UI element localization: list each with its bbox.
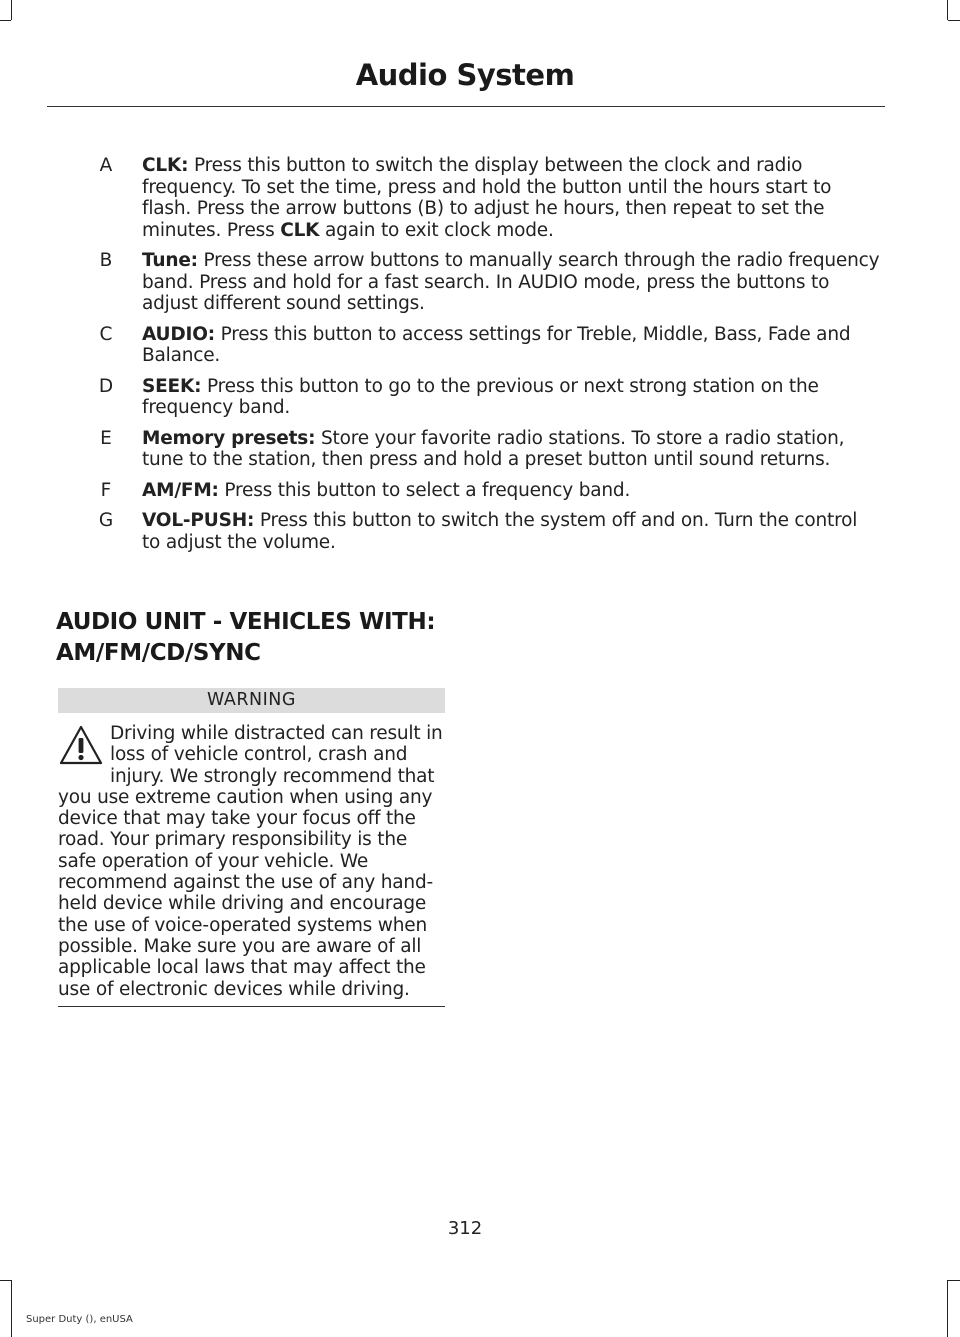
legend-letter: E	[100, 427, 112, 449]
legend-description	[142, 510, 880, 553]
legend-item	[70, 324, 880, 367]
legend-description	[142, 428, 880, 471]
legend-item	[70, 510, 880, 553]
legend-term: CLK:	[142, 155, 189, 176]
crop-mark	[0, 1280, 11, 1281]
legend-term: Memory presets:	[142, 427, 316, 449]
warning-divider	[58, 1006, 445, 1007]
crop-mark	[948, 1280, 960, 1281]
crop-mark	[11, 1280, 12, 1337]
legend-item	[70, 376, 880, 419]
page-number: 312	[447, 1218, 483, 1239]
legend-letter: A	[99, 155, 113, 176]
legend-description	[142, 155, 880, 241]
legend-letter: F	[100, 479, 112, 501]
legend-term: AM/FM:	[142, 479, 219, 501]
crop-mark	[947, 1280, 948, 1337]
legend-term: Tune:	[142, 250, 198, 271]
legend-body: Press this button to switch the system off and on. Turn the control to adjust the volume.	[142, 510, 858, 553]
legend-letter: C	[99, 323, 113, 345]
legend-body: Press these arrow buttons to manually search through the radio frequency band. Press and hold for a fast search. In AUDIO mode, press the buttons to adjust different sound settings.	[142, 250, 880, 314]
legend-item	[70, 250, 880, 315]
legend-description	[142, 250, 880, 315]
legend-body: Store your favorite radio stations. To store a radio station, tune to the station, then press and hold a preset button until sound returns.	[142, 427, 845, 470]
legend-term: SEEK:	[142, 375, 202, 397]
legend-term: CLK	[280, 219, 320, 241]
crop-mark	[947, 0, 948, 20]
legend-body: again to exit clock mode.	[319, 219, 554, 241]
warning-label: WARNING	[58, 688, 445, 713]
crop-mark	[0, 20, 11, 21]
page-title: Audio System	[355, 58, 575, 92]
legend-letter: G	[98, 510, 114, 531]
legend-item	[70, 480, 880, 502]
legend-body: Press this button to access settings for Treble, Middle, Bass, Fade and Balance.	[142, 323, 851, 366]
warning-text: Driving while distracted can result in loss of vehicle control, crash and injury. We strongly recommend that you use extreme caution when using any device that may take your focus off the road. Your primary responsibility is the safe operation of your vehicle. We recommend against the use of any hand-held device while driving and encourage the use of voice-operated systems when possible. Make sure you are aware of all applicable local laws that may affect the use of electronic devices while driving.	[58, 723, 443, 1000]
legend-term: VOL-PUSH:	[142, 510, 255, 531]
legend-body: Press this button to select a frequency band.	[218, 479, 631, 501]
document-info: Super Duty (), enUSA	[26, 1314, 133, 1325]
legend-body: Press this button to switch the display between the clock and radio frequency. To set the time, press and hold the button until the hours start to flash. Press the arrow buttons (B) to adjust he hours, then repeat to set the minutes. Press	[142, 155, 832, 241]
legend-item	[70, 428, 880, 471]
legend-term: AUDIO:	[142, 323, 215, 345]
warning-text-block	[58, 723, 448, 1000]
section-heading: AM/FM/CD/SYNC	[56, 640, 261, 666]
crop-mark	[11, 0, 12, 20]
legend-description	[142, 376, 880, 419]
legend-item	[70, 155, 880, 241]
legend-letter: B	[99, 250, 113, 271]
button-legend	[70, 155, 880, 562]
legend-body: Press this button to go to the previous or next strong station on the frequency band.	[142, 375, 819, 418]
header-divider	[47, 106, 885, 107]
crop-mark	[948, 20, 960, 21]
legend-letter: D	[98, 375, 114, 397]
legend-description	[142, 324, 880, 367]
section-heading: AUDIO UNIT - VEHICLES WITH:	[56, 609, 436, 635]
warning-icon-spacer	[58, 723, 110, 785]
legend-description	[142, 480, 880, 502]
